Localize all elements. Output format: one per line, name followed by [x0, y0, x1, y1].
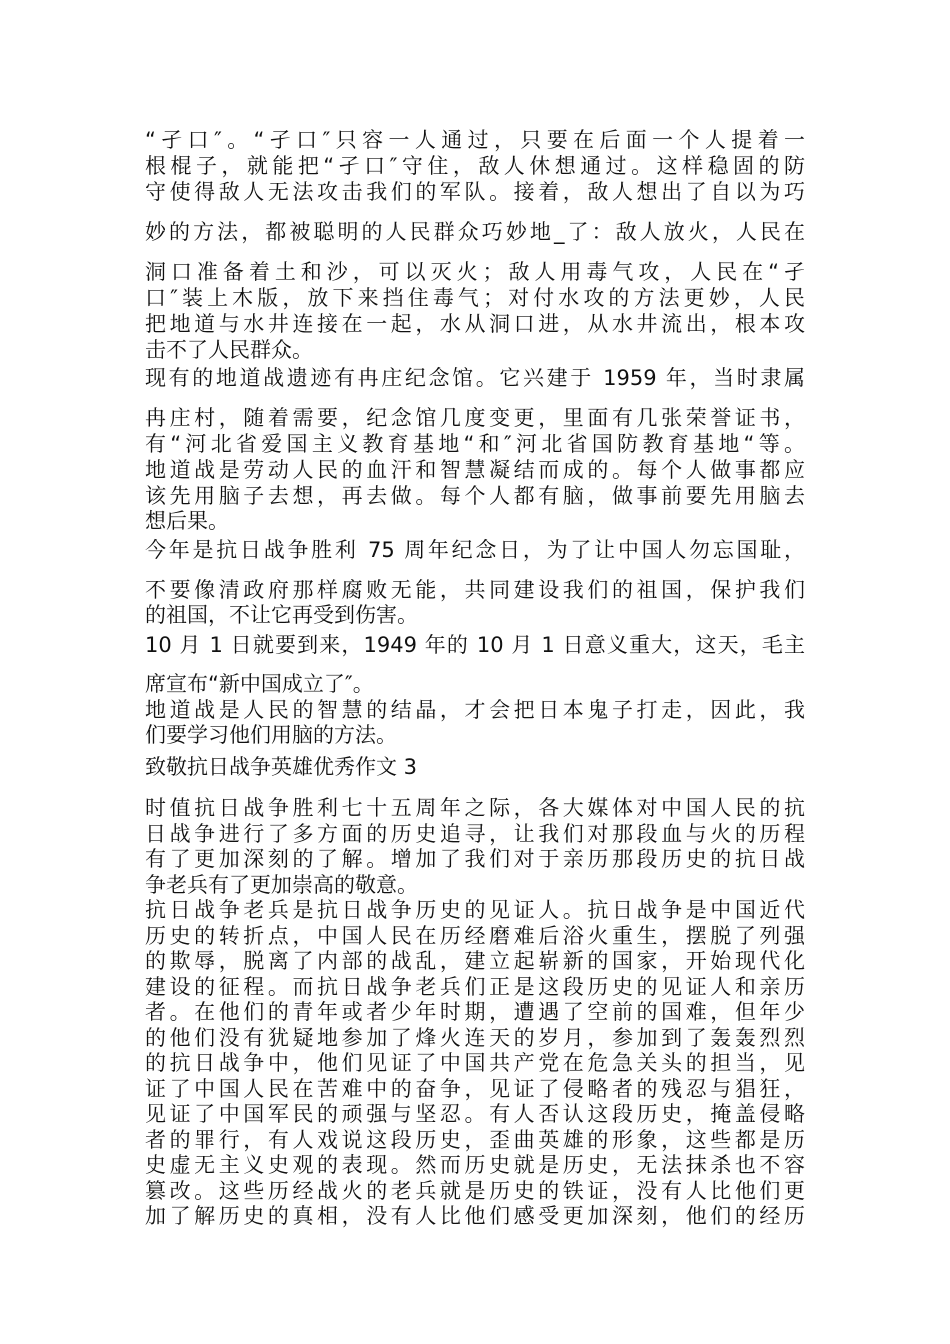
text-line: 日战争进行了多方面的历史追寻，让我们对那段血与火的历程	[145, 822, 805, 846]
text-line: 口″装上木版，放下来挡住毒气；对付水攻的方法更妙，人民	[145, 286, 805, 310]
text-line: 见证了中国军民的顽强与坚忍。有人否认这段历史，掩盖侵略	[145, 1102, 805, 1126]
text-line: 地道战是人民的智慧的结晶，才会把日本鬼子打走，因此，我	[145, 698, 805, 722]
text-line: 有“河北省爱国主义教育基地“和″河北省国防教育基地“等。	[145, 432, 805, 456]
text-line: 冉庄村，随着需要，纪念馆几度变更，里面有几张荣誉证书，	[145, 406, 805, 430]
text-line: 的祖国，不让它再受到伤害。	[145, 603, 418, 627]
text-line: 历史的转折点，中国人民在历经磨难后浴火重生，摆脱了列强	[145, 924, 805, 948]
text-line: 守使得敌人无法攻击我们的军队。接着，敌人想出了自以为巧	[145, 180, 805, 204]
text-line: 该先用脑子去想，再去做。每个人都有脑，做事前要先用脑去	[145, 484, 805, 508]
text-line: 把地道与水井连接在一起，水从洞口进，从水井流出，根本攻	[145, 312, 805, 336]
text-line: 地道战是劳动人民的血汗和智慧凝结而成的。每个人做事都应	[145, 458, 805, 482]
text-line: 妙的方法，都被聪明的人民群众巧妙地_了：敌人放火，人民在	[145, 220, 805, 244]
text-line: 10 月 1 日就要到来，1949 年的 10 月 1 日意义重大，这天，毛主	[145, 633, 805, 657]
text-line: “孑口″。“孑口″只容一人通过，只要在后面一个人提着一	[145, 128, 805, 152]
text-line: 的欺辱，脱离了内部的战乱，建立起崭新的国家，开始现代化	[145, 949, 805, 973]
text-line: 建设的征程。而抗日战争老兵们正是这段历史的见证人和亲历	[145, 975, 805, 999]
text-line: 现有的地道战遗迹有冉庄纪念馆。它兴建于 1959 年，当时隶属	[145, 366, 805, 390]
text-line: 证了中国人民在苦难中的奋争，见证了侵略者的残忍与猖狂，	[145, 1077, 805, 1101]
text-line: 抗日战争老兵是抗日战争历史的见证人。抗日战争是中国近代	[145, 898, 805, 922]
text-line: 的抗日战争中，他们见证了中国共产党在危急关头的担当，见	[145, 1051, 805, 1075]
text-line: 不要像清政府那样腐败无能，共同建设我们的祖国，保护我们	[145, 578, 805, 602]
text-line: 者。在他们的青年或者少年时期，遭遇了空前的国难，但年少	[145, 1000, 805, 1024]
text-line: 史虚无主义史观的表现。然而历史就是历史，无法抹杀也不容	[145, 1153, 805, 1177]
text-line: 争老兵有了更加崇高的敬意。	[145, 873, 418, 897]
text-line: 者的罪行，有人戏说这段历史，歪曲英雄的形象，这些都是历	[145, 1128, 805, 1152]
text-line: 时值抗日战争胜利七十五周年之际，各大媒体对中国人民的抗	[145, 796, 805, 820]
text-line: 有了更加深刻的了解。增加了我们对于亲历那段历史的抗日战	[145, 847, 805, 871]
text-line: 们要学习他们用脑的方法。	[145, 723, 397, 747]
text-line: 的他们没有犹疑地参加了烽火连天的岁月，参加到了轰轰烈烈	[145, 1026, 805, 1050]
text-line: 今年是抗日战争胜利 75 周年纪念日，为了让中国人勿忘国耻，	[145, 538, 805, 562]
text-line: 篡改。这些历经战火的老兵就是历史的铁证，没有人比他们更	[145, 1179, 805, 1203]
text-line: 击不了人民群众。	[145, 338, 313, 362]
text-line: 洞口准备着土和沙，可以灭火；敌人用毒气攻，人民在“孑	[145, 260, 805, 284]
text-line: 加了解历史的真相，没有人比他们感受更加深刻，他们的经历	[145, 1204, 805, 1228]
text-line: 根棍子，就能把“孑口″守住，敌人休想通过。这样稳固的防	[145, 154, 805, 178]
text-line: 想后果。	[145, 509, 229, 533]
text-line: 席宣布“新中国成立了″。	[145, 672, 374, 696]
section-heading: 致敬抗日战争英雄优秀作文 3	[145, 755, 418, 779]
